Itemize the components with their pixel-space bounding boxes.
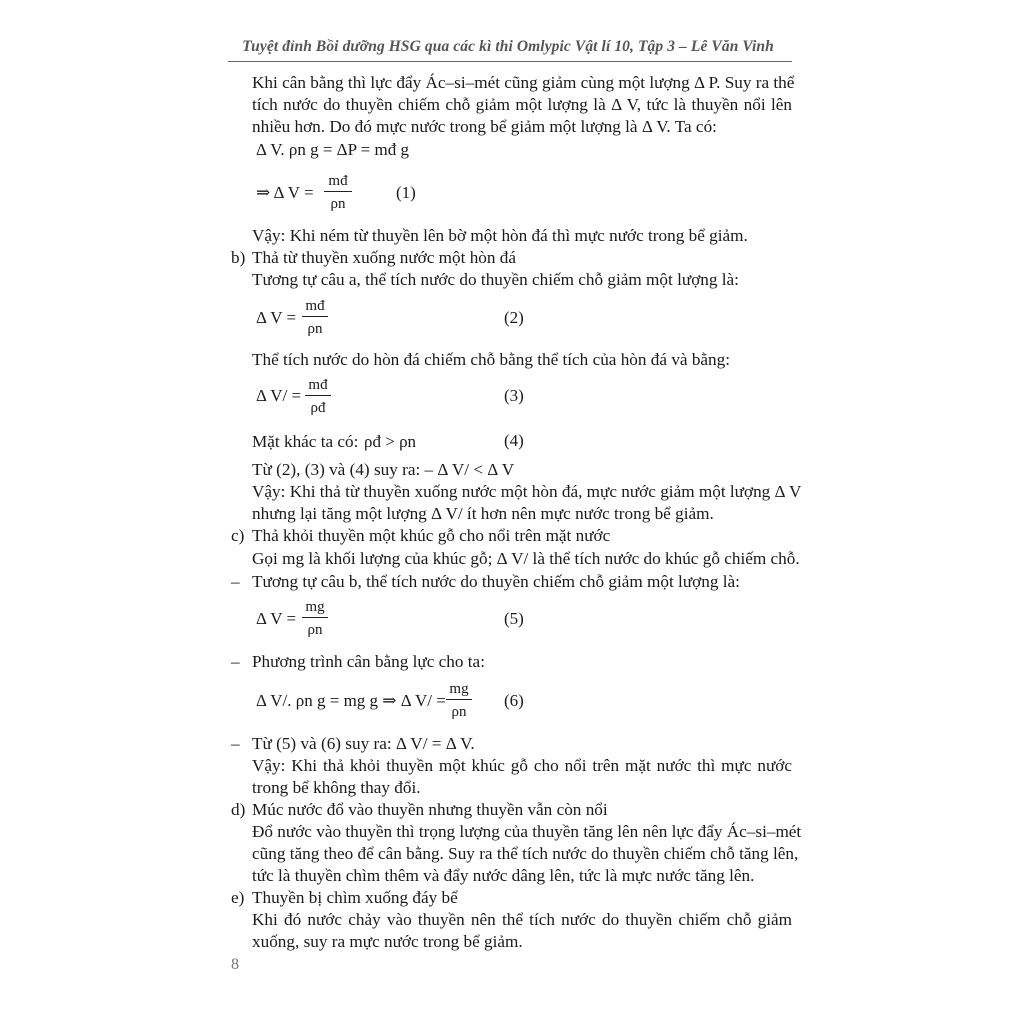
equation-number: (6): [504, 691, 524, 710]
fraction-bar: [446, 699, 472, 700]
text-line: Khi đó nước chảy vào thuyền nên thể tích nước do thuyền chiếm chỗ giảm: [252, 910, 792, 929]
equation-number: (5): [504, 609, 524, 628]
item-title-d: Múc nước đổ vào thuyền nhưng thuyền vẫn còn nổi: [252, 800, 608, 819]
equation-a1: [256, 140, 409, 160]
fraction-eq2: [302, 297, 328, 338]
denominator: ρđ: [310, 400, 326, 416]
item-title-e: Thuyền bị chìm xuống đáy bể: [252, 888, 458, 907]
eq3-lhs: Δ V/ =: [256, 386, 302, 405]
item-title-c: Thả khỏi thuyền một khúc gỗ cho nổi trên mặt nước: [252, 526, 611, 545]
numerator: mđ: [305, 298, 325, 314]
inequality-4: ρđ > ρn: [364, 432, 417, 451]
text-line: Tương tự câu b, thể tích nước do thuyền chiếm chỗ giảm một lượng là:: [252, 572, 740, 591]
denominator: ρn: [307, 321, 323, 337]
dash-bullet: –: [231, 572, 240, 591]
fraction-bar: [302, 316, 328, 317]
numerator: mg: [449, 681, 469, 697]
equation-1-lhs: [256, 183, 314, 203]
equation-3-lhs: [256, 386, 301, 406]
text-line: trong bể không thay đổi.: [252, 778, 421, 797]
text-line: nhiều hơn. Do đó mực nước trong bể giảm một lượng là Δ V. Ta có:: [252, 117, 717, 136]
denominator: ρn: [451, 704, 467, 720]
equation-number: (3): [504, 386, 524, 405]
equation-number: (4): [504, 431, 524, 450]
eq5-lhs: Δ V =: [256, 609, 297, 628]
text-line: Từ (2), (3) và (4) suy ra: – Δ V/ < Δ V: [252, 460, 515, 479]
text-line: Đổ nước vào thuyền thì trọng lượng của thuyền tăng lên nên lực đẩy Ác–si–mét: [252, 822, 802, 841]
fraction-eq3: [305, 376, 331, 417]
text-line: Thể tích nước do hòn đá chiếm chỗ bằng thể tích của hòn đá và bằng:: [252, 350, 731, 369]
fraction-bar: [305, 395, 331, 396]
text-line: Tương tự câu a, thể tích nước do thuyền chiếm chỗ giảm một lượng là:: [252, 270, 739, 289]
running-header: Tuyệt đỉnh Bồi dưỡng HSG qua các kì thi Omlypic Vật lí 10, Tập 3 – Lê Văn Vinh: [242, 38, 774, 55]
eq1-lhs: ⇒ Δ V =: [256, 183, 314, 202]
numerator: mđ: [308, 377, 328, 393]
item-label-c: c): [231, 526, 245, 545]
text-line: Khi cân bằng thì lực đẩy Ác–si–mét cũng giảm cùng một lượng Δ P. Suy ra thể: [252, 73, 795, 92]
dash-bullet: –: [231, 734, 240, 753]
fraction-bar: [302, 617, 328, 618]
item-label-b: b): [231, 248, 246, 267]
denominator: ρn: [330, 196, 346, 212]
text-line: Mặt khác ta có:: [252, 432, 359, 451]
text-line: Vậy: Khi thả từ thuyền xuống nước một hòn đá, mực nước giảm một lượng Δ V: [252, 482, 802, 501]
text-line: tức là thuyền chìm thêm và đẩy nước dâng lên, tức là mực nước tăng lên.: [252, 866, 755, 885]
text-line: Vậy: Khi thả khỏi thuyền một khúc gỗ cho nổi trên mặt nước thì mực nước: [252, 756, 792, 775]
fraction-eq1: [324, 172, 352, 213]
text-line: nhưng lại tăng một lượng Δ V/ ít hơn nên mực nước trong bể giảm.: [252, 504, 714, 523]
text-line: Gọi mg là khối lượng của khúc gỗ; Δ V/ là thể tích nước do khúc gỗ chiếm chỗ.: [252, 549, 800, 568]
text-line: Vậy: Khi ném từ thuyền lên bờ một hòn đá thì mực nước trong bể giảm.: [252, 226, 748, 245]
text-line: Phương trình cân bằng lực cho ta:: [252, 652, 485, 671]
eq2-lhs: Δ V =: [256, 308, 297, 327]
text-line: xuống, suy ra mực nước trong bể giảm.: [252, 932, 523, 951]
page-number: 8: [231, 956, 239, 973]
equation-2-lhs: [256, 308, 296, 328]
eq-a1-text: Δ V. ρn g = ΔP = mđ g: [256, 140, 409, 159]
item-title-b: Thả từ thuyền xuống nước một hòn đá: [252, 248, 517, 267]
equation-number: (2): [504, 308, 524, 327]
text-line: cũng tăng theo để cân bằng. Suy ra thể tích nước do thuyền chiếm chỗ tăng lên,: [252, 844, 799, 863]
text-line: tích nước do thuyền chiếm chỗ giảm một lượng là Δ V, tức là thuyền nổi lên: [252, 95, 792, 114]
equation-6-lhs: [256, 691, 446, 711]
item-label-e: e): [231, 888, 245, 907]
fraction-eq5: [302, 598, 328, 639]
fraction-bar: [324, 191, 352, 192]
dash-bullet: –: [231, 652, 240, 671]
text-line: Từ (5) và (6) suy ra: Δ V/ = Δ V.: [252, 734, 475, 753]
fraction-eq6: [446, 680, 472, 721]
numerator: mg: [305, 599, 325, 615]
header-rule: [228, 61, 792, 62]
denominator: ρn: [307, 622, 323, 638]
equation-number: (1): [396, 183, 416, 202]
equation-5-lhs: [256, 609, 296, 629]
eq6-lhs: Δ V/. ρn g = mg g ⇒ Δ V/ =: [256, 691, 446, 710]
numerator: mđ: [328, 173, 348, 189]
item-label-d: d): [231, 800, 246, 819]
